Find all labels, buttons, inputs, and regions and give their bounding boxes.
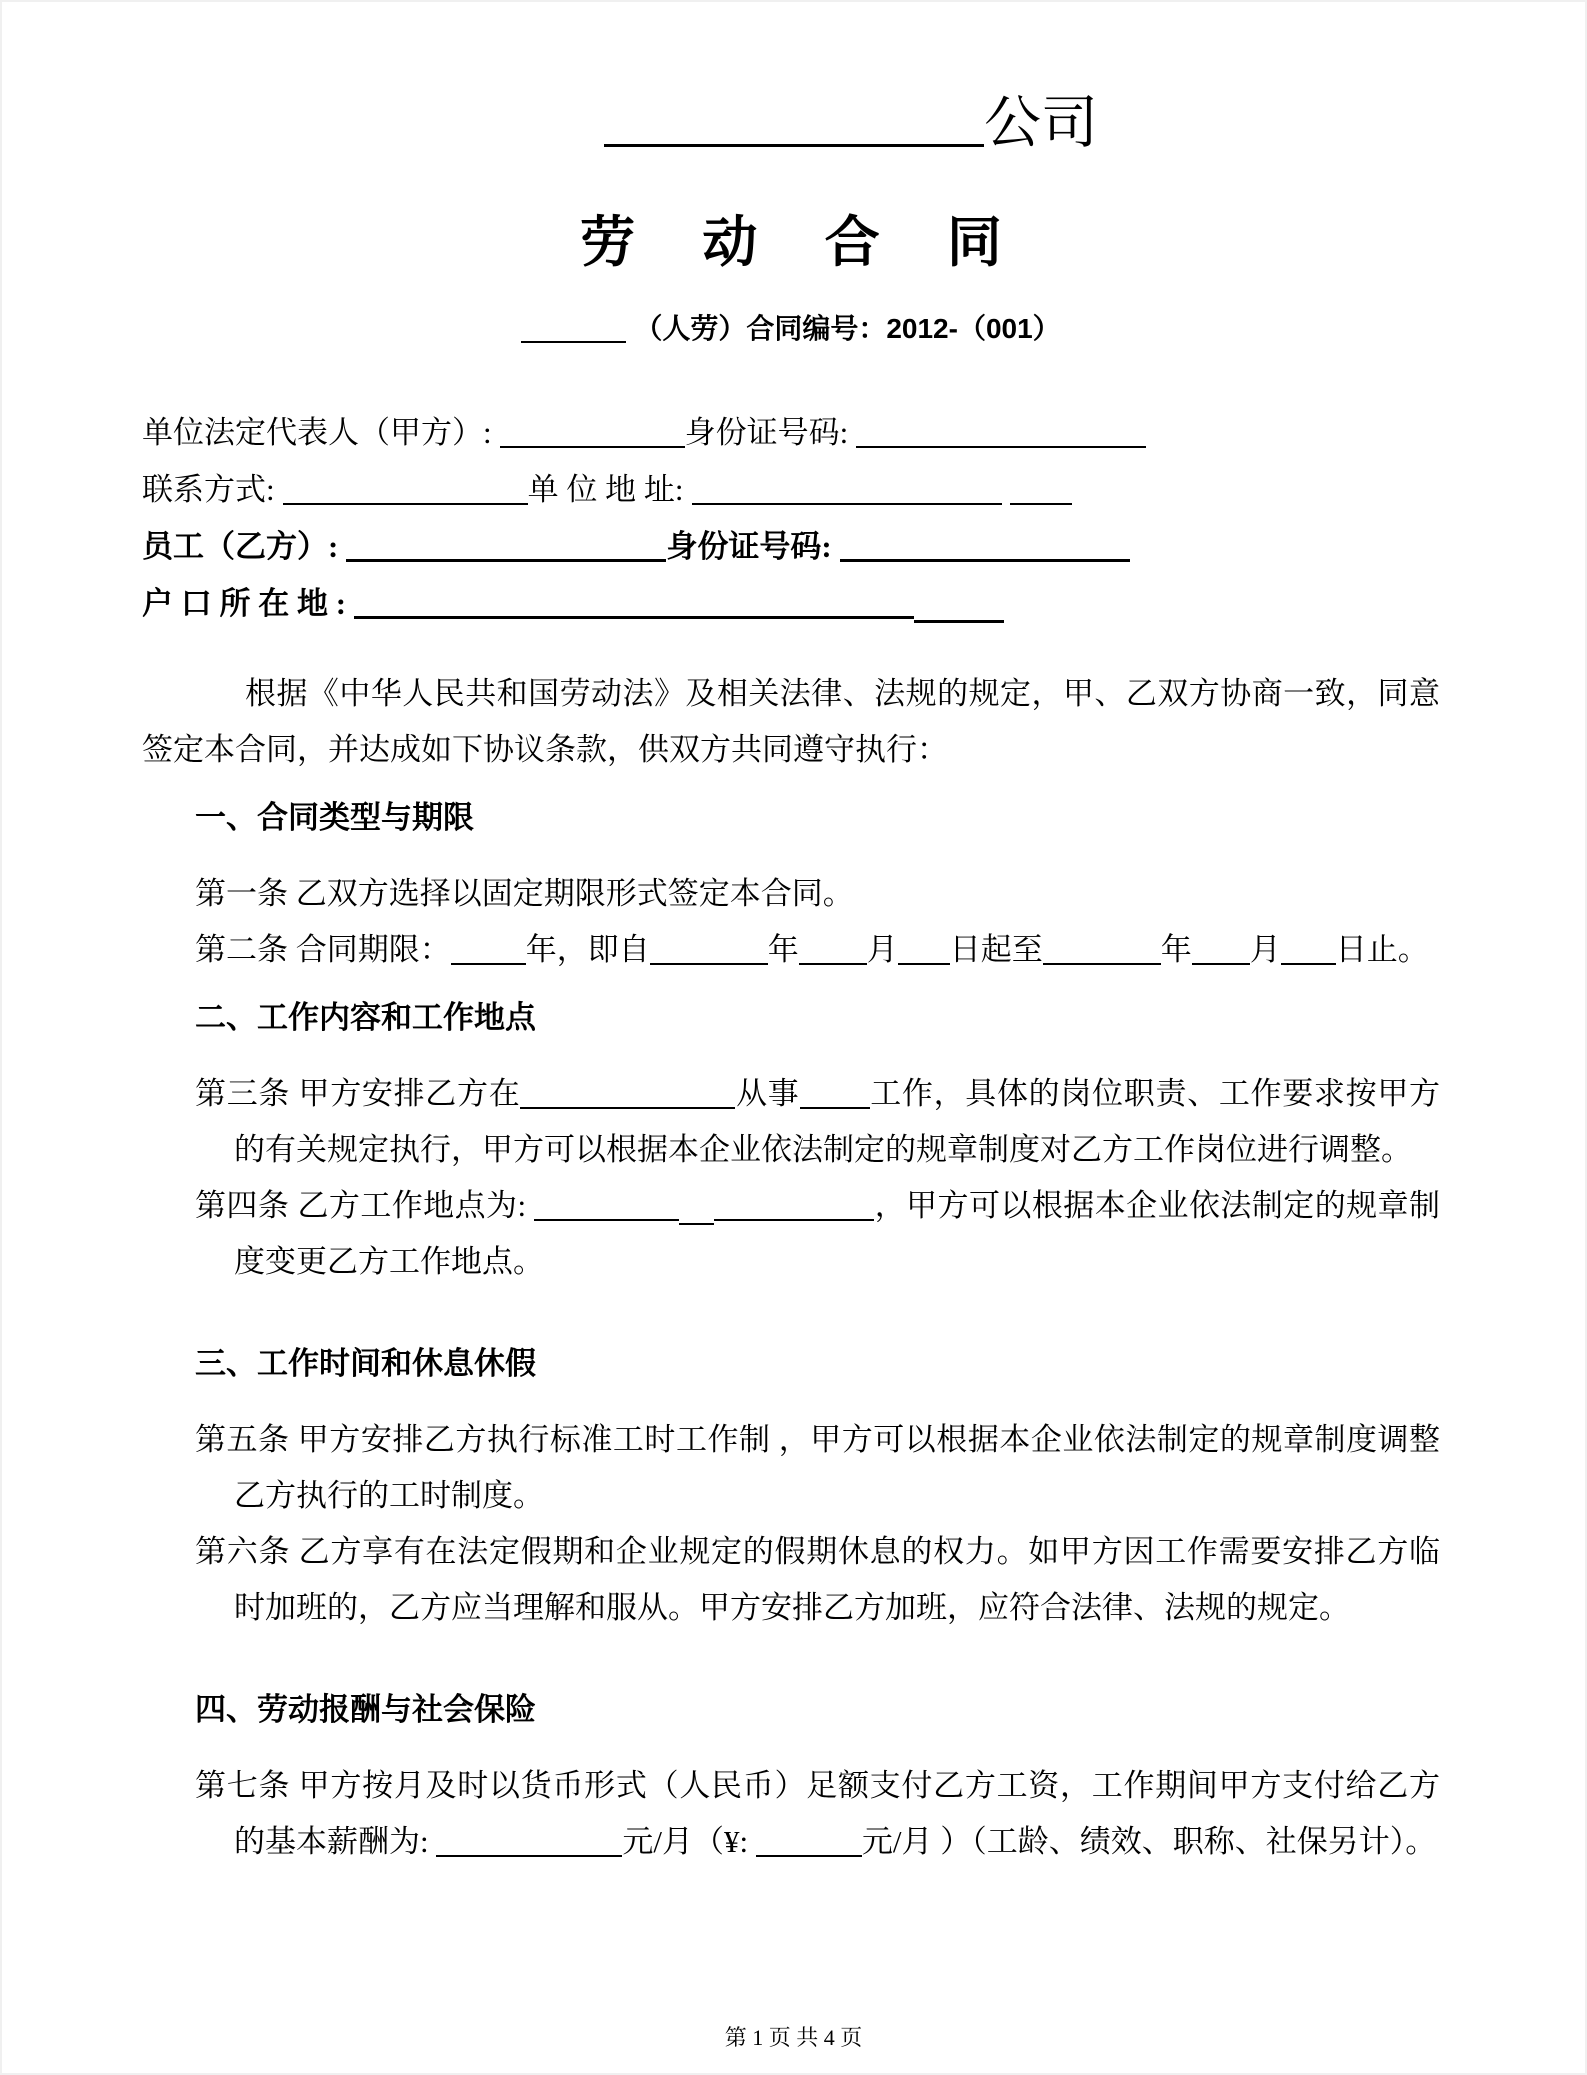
- clause-2-text: 第二条 合同期限：: [195, 932, 451, 967]
- blank-salary-amount-yuan[interactable]: [756, 1824, 862, 1857]
- blank-work-location-1[interactable]: [534, 1188, 679, 1221]
- section-heading-2: 二、工作内容和工作地点: [195, 1000, 536, 1035]
- contract-number-line: [142, 312, 1440, 346]
- clause-7-text: 第七条 甲方按月及时以货币形式（人民币）足额支付乙方工资，工作期间甲方支付给乙方的基本薪酬为:: [195, 1768, 1440, 1859]
- section-heading-1: 一、合同类型与期限: [195, 800, 474, 835]
- party-info-fields: [142, 404, 1440, 632]
- blank-work-location-3[interactable]: [714, 1188, 874, 1221]
- field-row-employee: [142, 518, 1440, 575]
- clause-6: 第六条 乙方享有在法定假期和企业规定的假期休息的权力。如甲方因工作需要安排乙方临时加班的，乙方应当理解和服从。甲方安排乙方加班，应符合法律、法规的规定。: [195, 1534, 1440, 1625]
- company-title-line: [262, 84, 1440, 164]
- intro-paragraph: 根据《中华人民共和国劳动法》及相关法律、法规的规定，甲、乙双方协商一致，同意签定本合同，并达成如下协议条款，供双方共同遵守执行：: [142, 676, 1440, 767]
- clause-1: 第一条 乙双方选择以固定期限形式签定本合同。: [195, 876, 854, 911]
- contract-no-label: （人劳）合同编号：: [634, 313, 887, 344]
- blank-start-year[interactable]: [650, 932, 768, 965]
- clause-2: 第二条 合同期限： 年，即自 年 月 日起至 年 月 日止。: [195, 932, 1429, 967]
- blank-work-position[interactable]: [800, 1076, 870, 1109]
- id-number-label-1: 身份证号码:: [684, 415, 849, 450]
- id-number-label-2: 身份证号码:: [666, 529, 832, 564]
- legal-rep-label: 单位法定代表人（甲方）:: [142, 415, 492, 450]
- blank-salary-amount[interactable]: [436, 1824, 622, 1857]
- blank-company-name[interactable]: [604, 87, 984, 147]
- clause-5: 第五条 甲方安排乙方执行标准工时工作制 ，甲方可以根据本企业依法制定的规章制度调整乙方执行的工时制度。: [195, 1422, 1440, 1513]
- blank-residence-2[interactable]: [914, 589, 1004, 623]
- clause-3: 第三条 甲方安排乙方在 从事 工作，具体的岗位职责、工作要求按甲方的有关规定执行，甲方可以根据本企业依法制定的规章制度对乙方工作岗位进行调整。: [195, 1076, 1441, 1167]
- doc-title: 劳 动 合 同: [580, 211, 1028, 273]
- blank-id-number-1[interactable]: [856, 415, 1146, 448]
- company-suffix: 公司: [984, 92, 1098, 155]
- section-heading-4: 四、劳动报酬与社会保险: [195, 1692, 536, 1727]
- blank-contact-info[interactable]: [283, 472, 528, 505]
- section-heading-3: 三、工作时间和休息休假: [195, 1346, 536, 1381]
- blank-residence-1[interactable]: [354, 585, 914, 619]
- blank-company-address-2[interactable]: [1010, 472, 1072, 505]
- blank-work-department[interactable]: [520, 1076, 735, 1109]
- company-address-label: 单 位 地 址:: [527, 472, 684, 507]
- employee-label: 员工（乙方）:: [142, 529, 339, 564]
- blank-legal-rep-name[interactable]: [500, 415, 685, 448]
- clause-3-text: 第三条 甲方安排乙方在: [195, 1076, 521, 1111]
- contact-label: 联系方式:: [142, 472, 275, 507]
- clause-4: 第四条 乙方工作地点为: ，甲方可以根据本企业依法制定的规章制度变更乙方工作地点。: [195, 1188, 1440, 1279]
- blank-end-month[interactable]: [1192, 932, 1250, 965]
- residence-label: 户 口 所 在 地 :: [142, 586, 347, 621]
- blank-term-years[interactable]: [451, 932, 526, 965]
- blank-end-day[interactable]: [1281, 932, 1336, 965]
- clause-4-text: 第四条 乙方工作地点为:: [195, 1188, 535, 1223]
- blank-contract-type[interactable]: [521, 313, 626, 343]
- blank-start-day[interactable]: [898, 932, 950, 965]
- blank-work-location-2[interactable]: [679, 1192, 714, 1225]
- contract-no-value: 2012-（001）: [886, 313, 1061, 344]
- blank-end-year[interactable]: [1043, 932, 1161, 965]
- field-row-contact: [142, 461, 1440, 518]
- blank-company-address-1[interactable]: [692, 472, 1002, 505]
- field-row-legal-rep: [142, 404, 1440, 461]
- page-footer: 第 1 页 共 4 页: [724, 2025, 863, 2050]
- blank-start-month[interactable]: [799, 932, 867, 965]
- blank-id-number-2[interactable]: [840, 528, 1130, 562]
- clause-7: 第七条 甲方按月及时以货币形式（人民币）足额支付乙方工资，工作期间甲方支付给乙方的基本薪酬为: 元/月（¥: 元/月 ）（工龄、绩效、职称、社保另计）。: [195, 1768, 1440, 1859]
- blank-employee-name[interactable]: [346, 528, 666, 562]
- field-row-residence: [142, 575, 1440, 632]
